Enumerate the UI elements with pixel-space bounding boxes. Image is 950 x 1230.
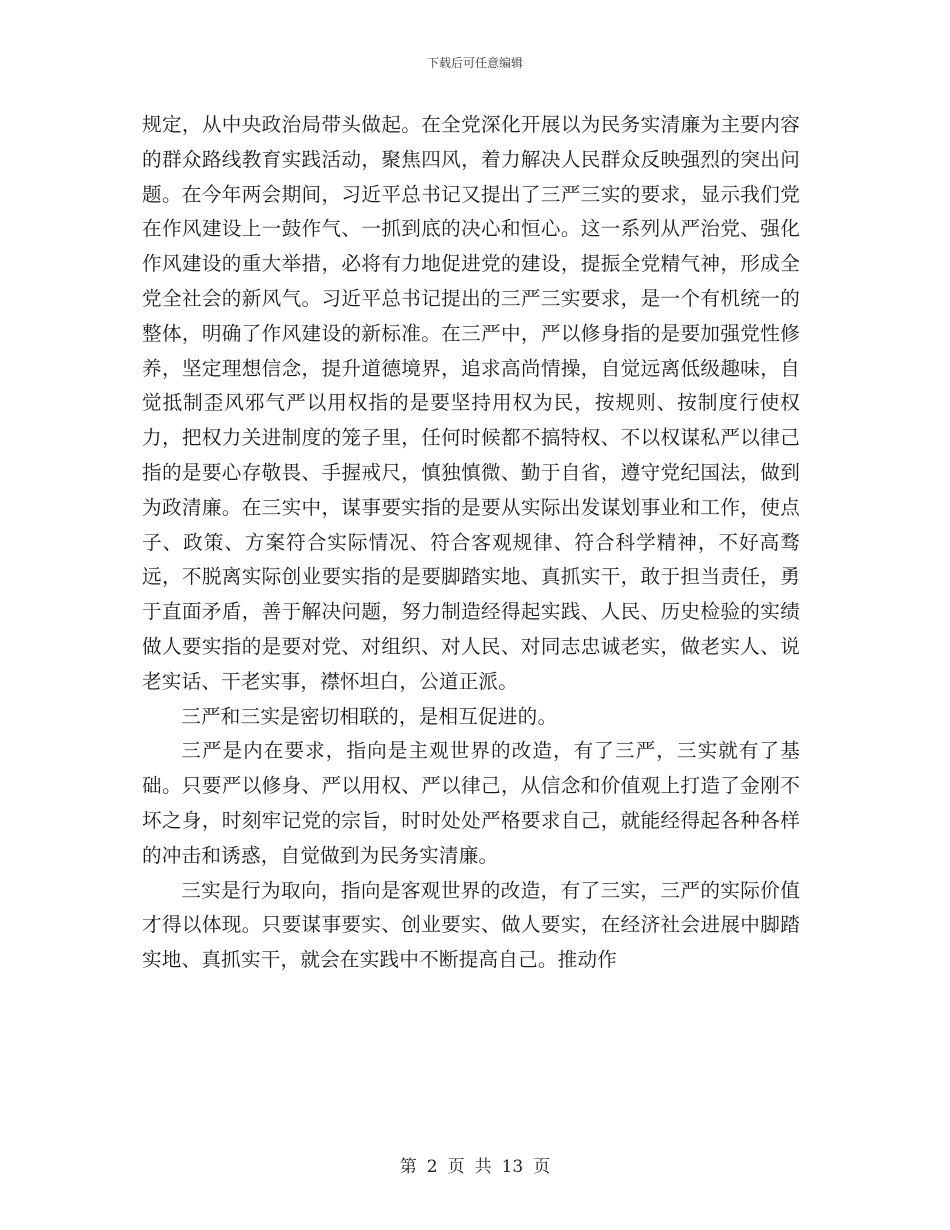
page-footer (0, 1152, 950, 1177)
total-pages-number: 13 (501, 1157, 524, 1177)
total-label: 共 (474, 1157, 492, 1177)
page-label-prefix: 第 (399, 1157, 417, 1177)
paragraph: 三严和三实是密切相联的，是相互促进的。 (181, 704, 558, 728)
current-page-number: 2 (426, 1157, 438, 1177)
paragraph: 三严是内在要求，指向是主观世界的改造，有了三严，三实就有了基础。只要严以修身、严以用权、严以律己，从信念和价值观上打造了金刚不坏之身，时刻牢记党的宗旨，时时处处严格要求自己，就能经得起各种各样的冲击和诱惑，自觉做到为民务实清廉。 (142, 739, 800, 867)
paragraph-continued: 规定，从中央政治局带头做起。在全党深化开展以为民务实清廉为主要内容的群众路线教育实践活动，聚焦四风，着力解决人民群众反映强烈的突出问题。在今年两会期间，习近平总书记又提出了三严三实的要求，显示我们党在作风建设上一鼓作气、一抓到底的决心和恒心。这一系列从严治党、强化作风建设的重大举措，必将有力地促进党的建设，提振全党精气神，形成全党全社会的新风气。习近平总书记提出的三严三实要求，是一个有机统一的整体，明确了作风建设的新标准。在三严中，严以修身指的是要加强党性修养，坚定理想信念，提升道德境界，追求高尚情操，自觉远离低级趣味，自觉抵制歪风邪气严以用权指的是要坚持用权为民，按规则、按制度行使权力，把权力关进制度的笼子里，任何时候都不搞特权、不以权谋私严以律己指的是要心存敬畏、手握戒尺，慎独慎微、勤于自省，遵守党纪国法，做到为政清廉。在三实中，谋事要实指的是要从实际出发谋划事业和工作，使点子、政策、方案符合实际情况、符合客观规律、符合科学精神，不好高骛远，不脱离实际创业要实指的是要脚踏实地、真抓实干，敢于担当责任，勇于直面矛盾，善于解决问题，努力制造经得起实践、人民、历史检验的实绩做人要实指的是要对党、对组织、对人民、对同志忠诚老实，做老实人、说老实话、干老实事，襟怀坦白，公道正派。 (142, 113, 800, 693)
page-header: 下载后可任意编辑 (426, 56, 523, 70)
paragraph: 三实是行为取向，指向是客观世界的改造，有了三实，三严的实际价值才得以体现。只要谋事要实、创业要实、做人要实，在经济社会进展中脚踏实地、真抓实干，就会在实践中不断提高自己。推动作 (142, 878, 800, 972)
document-body (142, 108, 800, 978)
page-label-mid: 页 (447, 1157, 465, 1177)
page-label-suffix: 页 (533, 1157, 551, 1177)
